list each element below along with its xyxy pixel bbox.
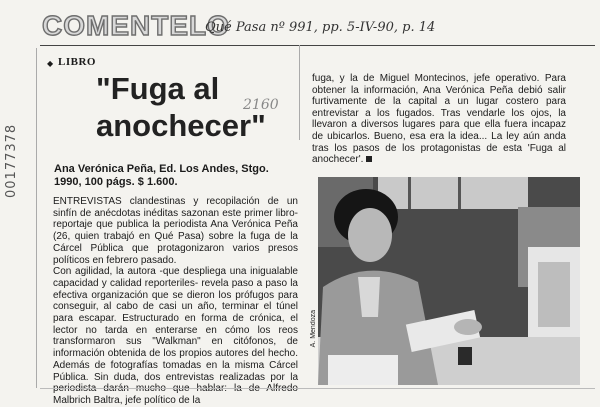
author-photo <box>318 177 580 385</box>
margin-handwritten-number: 00177378 <box>4 123 19 198</box>
column-divider <box>299 45 300 140</box>
photo-illustration <box>318 177 580 385</box>
book-byline: Ana Verónica Peña, Ed. Los Andes, Stgo. 1990, 100 págs. $ 1.600. <box>54 163 269 188</box>
diamond-bullet-icon: ◆ <box>47 59 54 68</box>
pencil-annotation: 2160 <box>243 97 279 113</box>
body-right-column <box>312 73 566 166</box>
right-column-text: fuga, y la de Miguel Montecinos, jefe operativo. Para obtener la información, Ana Verónica Peña debió salir furtivamente de la capital a un lugar costero para entrevistar a los fugados. Tras vendarle los ojos, la llevaron a diversos lugares para que ella fuera incapaz de ubicarlos. Bueno, esa era la idea... La ley aún anda tras los pasos de los protagonistas de esta 'Fuga al anochecer'. <box>312 73 566 166</box>
photo-credit: A. Mendoza <box>310 310 317 348</box>
kicker: LIBRO <box>58 56 96 68</box>
handwritten-reference: Qué Pasa nº 991, pp. 5-IV-90, p. 14 <box>205 20 436 35</box>
header-rule <box>40 45 595 46</box>
left-border-rule <box>36 48 37 388</box>
body-left-column <box>53 196 298 407</box>
bottom-rule <box>40 388 595 389</box>
paragraph: Con agilidad, la autora -que despliega una inigualable capacidad y calidad reporteriles- revela paso a paso la efectiva organización que se dieron los prófugos para conseguir, al cabo de casi un año, terminar el túnel para escapar. Estructurado en forma de crónica, el lector no tarda en enterarse en cómo los reos transformaron sus "Walkman" en citófonos, de información obtenida de los propios autores del hecho. Además de fotografías tomadas en la misma Cárcel Pública. Sin duda, dos entrevistas realizadas por la Malbrich Baltra, jefe político de la <box>53 266 298 406</box>
headline: "Fuga al anochecer" <box>96 71 266 143</box>
section-label: COMENTELO <box>42 10 230 41</box>
paragraph: ENTREVISTAS clandestinas y recopilación de un sinfín de anécdotas inéditas sazonan este primer libro-reportaje que publica la periodista Ana Verónica Peña (26, quien trabajó en Qué Pasa) sobre la fuga de la Cárcel Pública que protagonizaron varios presos políticos en febrero pasado. <box>53 196 298 266</box>
end-mark-icon <box>366 156 372 162</box>
